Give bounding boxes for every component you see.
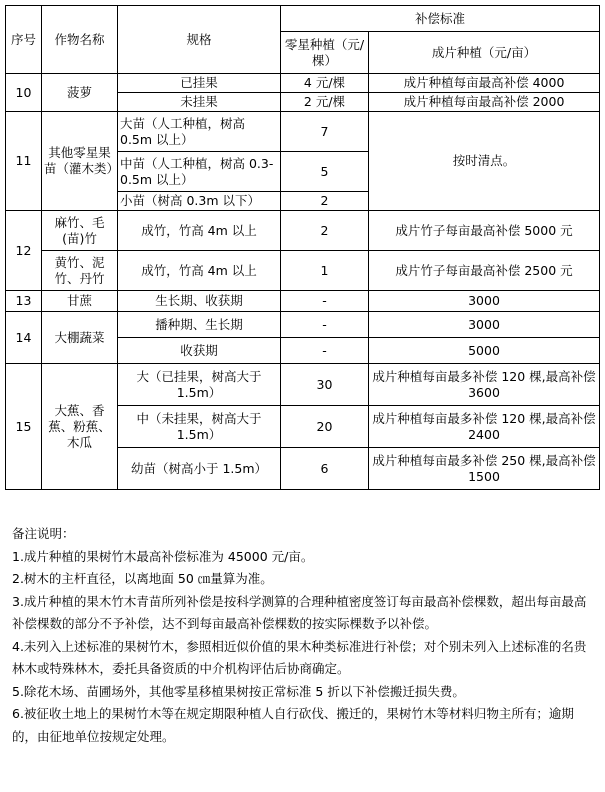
header-crop: 作物名称 xyxy=(42,6,118,74)
r10-seq: 10 xyxy=(6,74,42,112)
header-seq: 序号 xyxy=(6,6,42,74)
r14-seq: 14 xyxy=(6,312,42,364)
r11c-price: 2 xyxy=(281,192,369,211)
r13-crop: 甘蔗 xyxy=(42,291,118,312)
r15a-price: 30 xyxy=(281,364,369,406)
r15c-price: 6 xyxy=(281,448,369,490)
r12a-crop: 麻竹、毛(苗)竹 xyxy=(42,211,118,251)
note-1: 1.成片种植的果树竹木最高补偿标准为 45000 元/亩。 xyxy=(12,548,314,564)
note-2: 2.树木的主杆直径，以离地面 50 ㎝量算为准。 xyxy=(12,571,273,586)
header-bulk: 成片种植（元/亩） xyxy=(369,32,600,74)
r15a-spec: 大（已挂果，树高大于 1.5m） xyxy=(118,364,281,406)
r11c-spec: 小苗（树高 0.3m 以下） xyxy=(118,192,281,211)
r15b-price: 20 xyxy=(281,406,369,448)
note-3: 3.成片种植的果木竹木青苗所列补偿是按科学测算的合理种植密度签订每亩最高补偿棵数，超出每亩最高补偿棵数的部分不予补偿，达不到每亩最高补偿棵数的按实际棵数予以补偿。 xyxy=(12,593,587,631)
r14a-bulk: 3000 xyxy=(369,312,600,338)
header-compensation: 补偿标准 xyxy=(281,6,600,32)
r10b-spec: 未挂果 xyxy=(118,93,281,112)
r14-crop: 大棚蔬菜 xyxy=(42,312,118,364)
r10-crop: 菠萝 xyxy=(42,74,118,112)
r14a-spec: 播种期、生长期 xyxy=(118,312,281,338)
r15c-spec: 幼苗（树高小于 1.5m） xyxy=(118,448,281,490)
r14b-bulk: 5000 xyxy=(369,338,600,364)
r15c-bulk: 成片种植每亩最多补偿 250 棵,最高补偿 1500 xyxy=(369,448,600,490)
header-scattered: 零星种植（元/棵） xyxy=(281,32,369,74)
r11-crop: 其他零星果苗（灌木类） xyxy=(42,112,118,211)
r13-spec: 生长期、收获期 xyxy=(118,291,281,312)
r11b-price: 5 xyxy=(281,152,369,192)
r13-price: - xyxy=(281,291,369,312)
r14b-spec: 收获期 xyxy=(118,338,281,364)
r12b-spec: 成竹，竹高 4m 以上 xyxy=(118,251,281,291)
compensation-table xyxy=(5,5,600,490)
r11-seq: 11 xyxy=(6,112,42,211)
r12a-spec: 成竹，竹高 4m 以上 xyxy=(118,211,281,251)
r13-seq: 13 xyxy=(6,291,42,312)
r13-bulk: 3000 xyxy=(369,291,600,312)
r15a-bulk: 成片种植每亩最多补偿 120 棵,最高补偿 3600 xyxy=(369,364,600,406)
r10b-price: 2 元/棵 xyxy=(281,93,369,112)
r12-seq: 12 xyxy=(6,211,42,291)
r10a-bulk: 成片种植每亩最高补偿 4000 xyxy=(369,74,600,93)
r11a-price: 7 xyxy=(281,112,369,152)
r11b-spec: 中苗（人工种植，树高 0.3-0.5m 以上） xyxy=(118,152,281,192)
r14b-price: - xyxy=(281,338,369,364)
r15b-bulk: 成片种植每亩最多补偿 120 棵,最高补偿 2400 xyxy=(369,406,600,448)
r10b-bulk: 成片种植每亩最高补偿 2000 xyxy=(369,93,600,112)
r15-crop: 大蕉、香蕉、粉蕉、木瓜 xyxy=(42,364,118,490)
r11-bulk: 按时清点。 xyxy=(369,112,600,211)
r15-seq: 15 xyxy=(6,364,42,490)
notes-section xyxy=(12,523,597,748)
note-4: 4.未列入上述标准的果树竹木，参照相近似价值的果木种类标准进行补偿；对个别未列入上述标准的名贵林木或特殊林木，委托具备资质的中介机构评估后协商确定。 xyxy=(12,638,587,676)
r11a-spec: 大苗（人工种植，树高 0.5m 以上） xyxy=(118,112,281,152)
r12a-price: 2 xyxy=(281,211,369,251)
r14a-price: - xyxy=(281,312,369,338)
notes-title: 备注说明： xyxy=(12,526,75,541)
header-spec: 规格 xyxy=(118,6,281,74)
r10a-price: 4 元/棵 xyxy=(281,74,369,93)
r15b-spec: 中（未挂果，树高大于 1.5m） xyxy=(118,406,281,448)
r10a-spec: 已挂果 xyxy=(118,74,281,93)
r12b-bulk: 成片竹子每亩最高补偿 2500 元 xyxy=(369,251,600,291)
r12b-price: 1 xyxy=(281,251,369,291)
note-6: 6.被征收土地上的果树竹木等在规定期限种植人自行砍伐、搬迁的，果树竹木等材料归物主所有；逾期的，由征地单位按规定处理。 xyxy=(12,706,574,744)
r12a-bulk: 成片竹子每亩最高补偿 5000 元 xyxy=(369,211,600,251)
note-5: 5.除花木场、苗圃场外，其他零星移植果树按正常标准 5 折以下补偿搬迁损失费。 xyxy=(12,683,465,699)
r12b-crop: 黄竹、泥竹、丹竹 xyxy=(42,251,118,291)
